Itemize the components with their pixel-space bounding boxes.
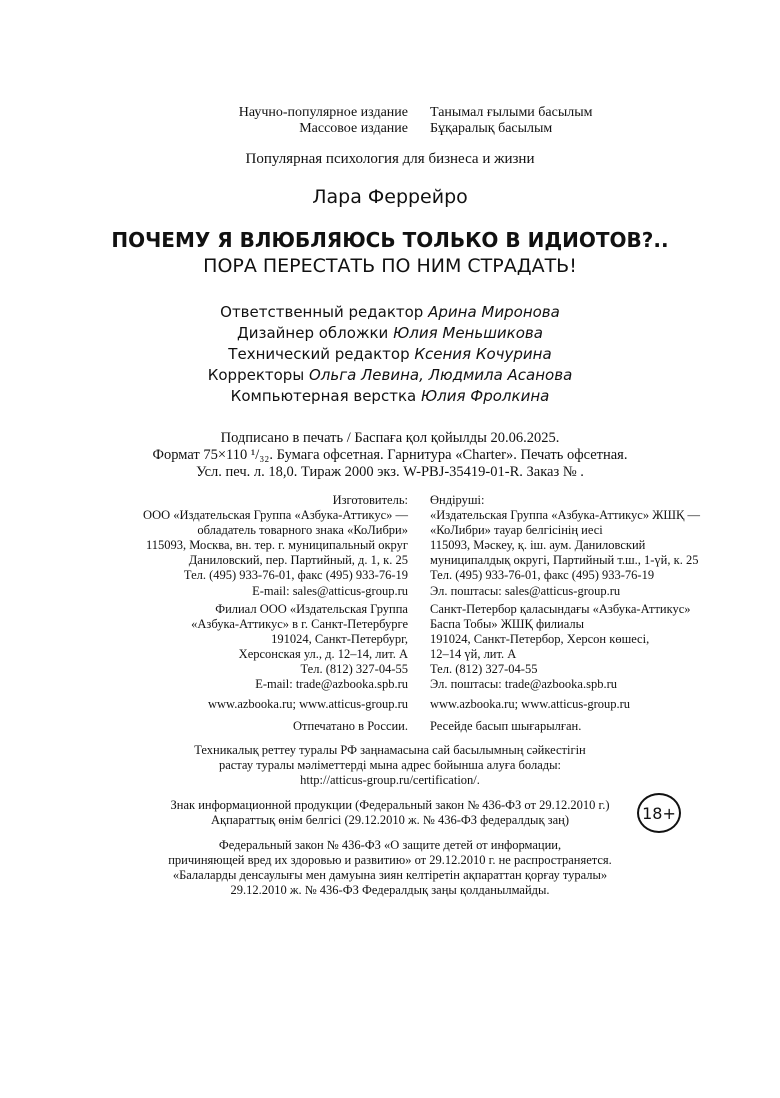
printed-in-kz: Ресейде басып шығарылған. — [430, 719, 582, 733]
branch-ru-line: E-mail: trade@azbooka.spb.ru — [255, 677, 408, 692]
manufacturer-kz-line: «Издательская Группа «Азбука-Аттикус» ЖШҚ — — [430, 508, 701, 523]
edition-kz — [430, 105, 593, 137]
certification-line: http://atticus-group.ru/certification/. — [300, 773, 480, 787]
manufacturer-kz-line: Өндіруші: — [430, 493, 485, 507]
manufacturer-kz-line: 115093, Мәскеу, қ. іш. аум. Даниловский — [430, 538, 646, 553]
edition-ru — [239, 105, 408, 137]
print-info — [0, 430, 780, 481]
edition-ru-line: Научно-популярное издание — [238, 105, 408, 120]
print-info-line: Усл. печ. л. 18,0. Тираж 2000 экз. W-PBJ-35419-01-R. Заказ № . — [196, 464, 584, 480]
print-info-line: Формат 75×110 ¹/₃₂. Бумага офсетная. Гарнитура «Charter». Печать офсетная. — [152, 447, 628, 463]
branch-ru-line: 191024, Санкт-Петербург, — [271, 632, 408, 647]
branch-kz — [430, 602, 691, 693]
book-subtitle: ПОРА ПЕРЕСТАТЬ ПО НИМ СТРАДАТЬ! — [203, 255, 577, 277]
federal-law-note — [0, 838, 780, 898]
federal-law-line: Федеральный закон № 436-ФЗ «О защите детей от информации, — [218, 838, 562, 852]
websites-kz: www.azbooka.ru; www.atticus-group.ru — [430, 697, 631, 711]
credit-line: Дизайнер обложки Юлия Меньшикова — [237, 324, 543, 342]
certification-line: растау туралы мәліметтерді мына адрес бойынша алуға болады: — [218, 758, 562, 772]
branch-kz-line: Тел. (812) 327-04-55 — [430, 662, 538, 677]
edition-ru-line: Массовое издание — [299, 121, 408, 136]
manufacturer-ru-line: Даниловский, пер. Партийный, д. 1, к. 25 — [188, 553, 408, 568]
manufacturer-ru-line: 115093, Москва, вн. тер. г. муниципальный округ — [145, 538, 408, 553]
manufacturer-kz-line: Тел. (495) 933-76-01, факс (495) 933-76-19 — [430, 568, 655, 583]
credit-line: Компьютерная верстка Юлия Фролкина — [230, 387, 550, 405]
branch-ru-line: «Азбука-Аттикус» в г. Санкт-Петербурге — [191, 617, 408, 632]
websites-ru: www.azbooka.ru; www.atticus-group.ru — [207, 697, 408, 711]
branch-ru-line: Тел. (812) 327-04-55 — [300, 662, 408, 677]
manufacturer-ru — [143, 493, 408, 599]
federal-law-line: 29.12.2010 ж. № 436-ФЗ Федералдық заңы қолданылмайды. — [230, 883, 550, 897]
age-rating-badge: 18+ — [637, 793, 681, 833]
info-product-mark — [150, 798, 630, 828]
branch-kz-line: 12–14 үй, лит. А — [430, 647, 517, 662]
manufacturer-ru-line: ООО «Издательская Группа «Азбука-Аттикус» — — [143, 508, 408, 523]
author-name: Лара Феррейро — [312, 186, 468, 208]
federal-law-line: «Балаларды денсаулығы мен дамуына зиян келтіретін ақпараттан қорғау туралы» — [172, 868, 608, 882]
branch-ru-line: Филиал ООО «Издательская Группа — [215, 602, 408, 616]
manufacturer-ru-line: обладатель товарного знака «КоЛибри» — [197, 523, 408, 538]
credits — [0, 302, 780, 407]
manufacturer-ru-line: E-mail: sales@atticus-group.ru — [252, 583, 408, 598]
info-mark-line: Ақпараттық өнім белгісі (29.12.2010 ж. № 436-ФЗ федералдық заң) — [211, 813, 569, 827]
manufacturer-ru-line: Тел. (495) 933-76-01, факс (495) 933-76-19 — [183, 568, 408, 583]
federal-law-line: причиняющей вред их здоровью и развитию» от 29.12.2010 г. не распространяется. — [168, 853, 612, 867]
edition-kz-line: Танымал ғылыми басылым — [430, 105, 593, 120]
credit-line: Технический редактор Ксения Кочурина — [228, 345, 552, 363]
info-mark-line: Знак информационной продукции (Федеральный закон № 436-ФЗ от 29.12.2010 г.) — [170, 798, 610, 812]
branch-kz-line: Баспа Тобы» ЖШҚ филиалы — [430, 617, 584, 632]
manufacturer-kz — [430, 493, 700, 599]
branch-ru-line: Херсонская ул., д. 12–14, лит. А — [238, 647, 408, 662]
manufacturer-kz-line: Эл. поштасы: sales@atticus-group.ru — [430, 583, 621, 598]
certification-note — [0, 743, 780, 788]
book-title: ПОЧЕМУ Я ВЛЮБЛЯЮСЬ ТОЛЬКО В ИДИОТОВ?.. — [111, 228, 669, 252]
credit-line: Корректоры Ольга Левина, Людмила Асанова — [207, 366, 573, 384]
branch-kz-line: Эл. поштасы: trade@azbooka.spb.ru — [430, 677, 618, 692]
edition-kz-line: Бұқаралық басылым — [430, 121, 553, 136]
branch-kz-line: Санкт-Петербор қаласындағы «Азбука-Аттикус» — [430, 602, 691, 616]
branch-ru — [191, 602, 408, 693]
printed-in-ru: Отпечатано в России. — [293, 719, 408, 733]
credit-line: Ответственный редактор Арина Миронова — [220, 303, 560, 321]
manufacturer-kz-line: муниципалдық округі, Партийный т.ш., 1-үй, к. 25 — [430, 553, 699, 568]
manufacturer-ru-line: Изготовитель: — [332, 493, 408, 507]
manufacturer-kz-line: «КоЛибри» тауар белгісінің иесі — [430, 523, 603, 538]
series-name: Популярная психология для бизнеса и жизни — [245, 151, 535, 167]
certification-line: Техникалық реттеу туралы РФ заңнамасына сай басылымның сәйкестігін — [194, 743, 586, 757]
print-info-line: Подписано в печать / Баспаға қол қойылды 20.06.2025. — [220, 430, 560, 446]
branch-kz-line: 191024, Санкт-Петербор, Херсон көшесі, — [430, 632, 650, 647]
